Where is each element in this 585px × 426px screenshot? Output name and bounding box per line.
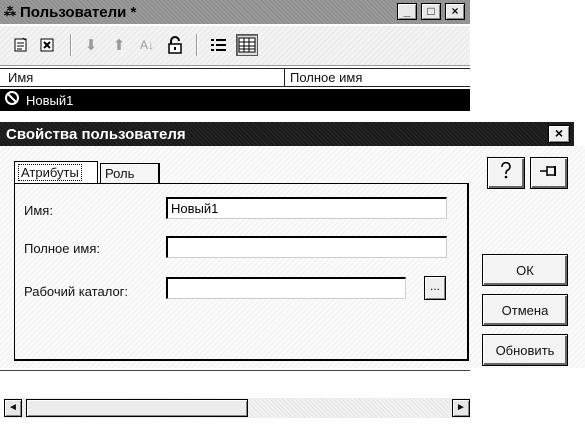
move-down-icon[interactable]: ⬇ [84,37,98,54]
work-dir-field[interactable] [166,277,406,299]
table-view-icon[interactable] [236,34,258,56]
help-icon [498,162,514,185]
list-view-icon[interactable] [208,34,230,56]
scroll-right-button[interactable]: ► [452,399,470,417]
lock-icon[interactable] [164,34,186,56]
scroll-thumb[interactable] [26,399,248,417]
users-toolbar [0,26,470,66]
tab-role-label: Роль [105,166,135,181]
name-field[interactable] [166,197,447,219]
minimize-button[interactable]: _ [397,3,417,20]
sort-icon[interactable]: A↓ [139,38,154,52]
ok-button[interactable]: ОК [482,254,568,286]
tab-attributes[interactable] [14,161,98,183]
dialog-titlebar [0,122,574,146]
cancel-button[interactable]: Отмена [482,294,568,326]
new-icon[interactable] [10,34,32,56]
column-header-name[interactable]: Имя [8,70,34,85]
help-button[interactable] [487,157,525,189]
toolbar-separator [70,34,72,56]
close-window-button[interactable]: × [445,3,465,20]
delete-icon[interactable] [36,34,58,56]
pin-button[interactable] [530,157,568,189]
table-row[interactable] [0,89,470,111]
tab-role[interactable] [100,163,160,183]
toolbar-separator [196,34,198,56]
dialog-close-button[interactable]: × [548,125,570,143]
list-bottom-border [0,370,470,371]
tab-attributes-label: Атрибуты [21,165,79,180]
name-label: Имя: [24,203,53,218]
list-header [0,68,470,87]
browse-button[interactable]: ... [424,276,446,300]
full-name-label: Полное имя: [24,241,100,256]
pin-icon [539,164,559,183]
row-name: Новый1 [26,92,74,108]
dialog-title: Свойства пользователя [6,125,186,143]
column-header-full-name[interactable]: Полное имя [290,70,363,85]
column-divider[interactable] [284,69,285,86]
maximize-button[interactable]: □ [421,3,441,20]
work-dir-label: Рабочий каталог: [24,284,129,299]
refresh-button[interactable]: Обновить [482,334,568,366]
no-access-icon [4,90,20,111]
move-up-icon[interactable]: ⬆ [112,37,126,54]
full-name-field[interactable] [166,236,447,258]
users-icon: ⁂ [4,5,16,19]
users-window-title: Пользователи * [20,3,137,21]
scroll-left-button[interactable]: ◄ [4,399,22,417]
horizontal-scrollbar[interactable] [4,398,470,418]
